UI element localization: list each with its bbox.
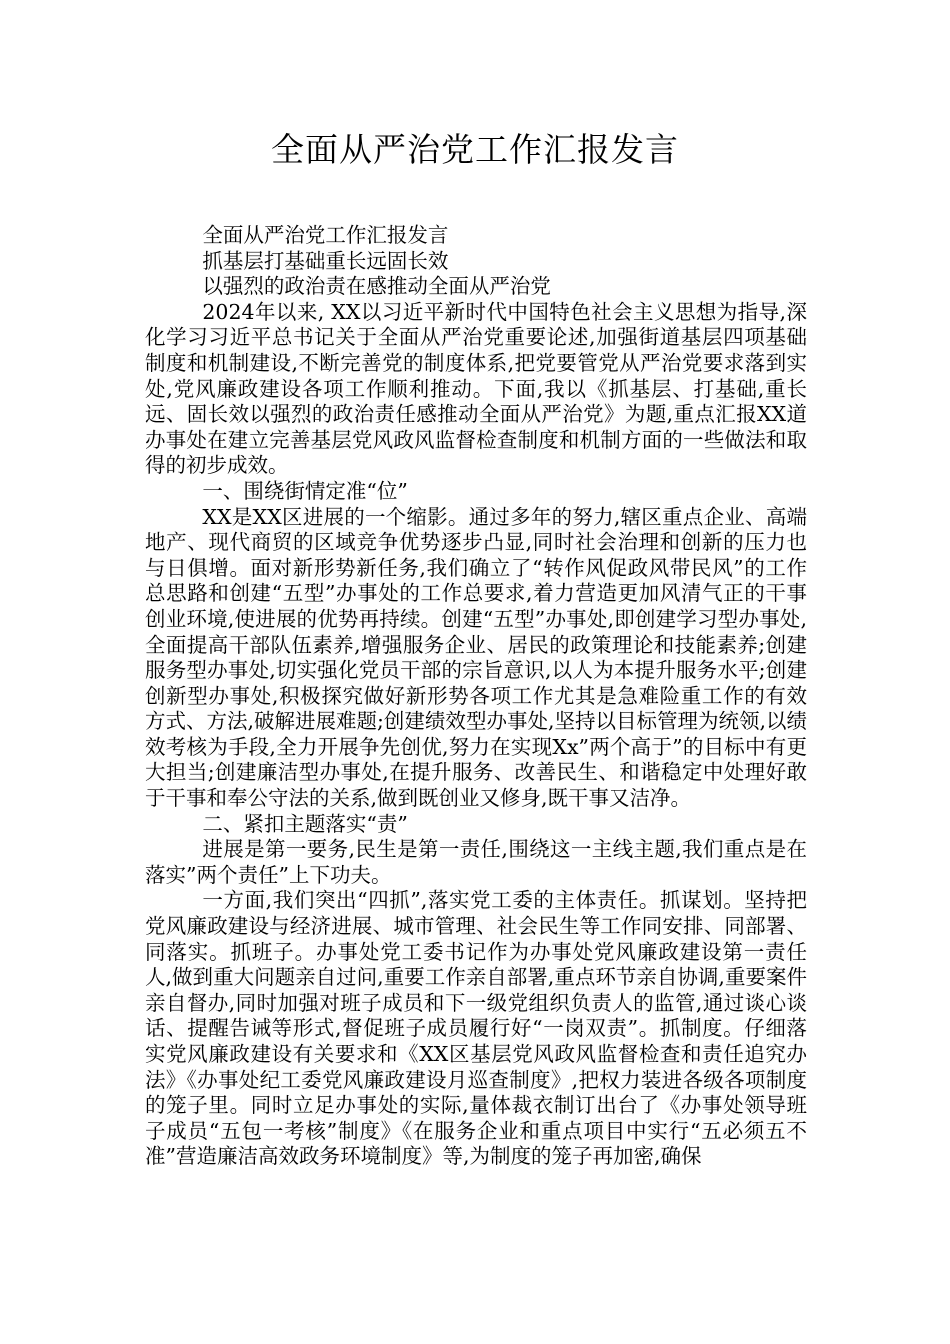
paragraph: XX是XX区进展的一个缩影。通过多年的努力,辖区重点企业、高端地产、现代商贸的区域竞争优势逐步凸显,同时社会治理和创新的压力也与日俱增。面对新形势新任务,我们确立了“转作风促政风带民风”的工作总思路和创建“五型”办事处的工作总要求,着力营造更加风清气正的干事创业环境,使进展的优势再持续。创建“五型”办事处,即创建学习型办事处,全面提高干部队伍素养,增强服务企业、居民的政策理论和技能素养;创建服务型办事处,切实强化党员干部的宗旨意识,以人为本提升服务水平;创建创新型办事处,积极探究做好新形势各项工作尤其是急难险重工作的有效方式、方法,破解进展难题;创建绩效型办事处,坚持以目标管理为统领,以绩效考核为手段,全力开展争先创优,努力在实现Xx”两个高于”的目标中有更大担当;创建廉洁型办事处,在提升服务、改善民生、和谐稳定中处理好敢于干事和奉公守法的关系,做到既创业又修身,既干事又洁净。 xyxy=(145,504,807,811)
paragraph: 进展是第一要务,民生是第一责任,围绕这一主线主题,我们重点是在落实”两个责任”上下功夫。 xyxy=(145,837,807,887)
paragraph: 一方面,我们突出“四抓”,落实党工委的主体责任。抓谋划。坚持把党风廉政建设与经济进展、城市管理、社会民生等工作同安排、同部署、同落实。抓班子。办事处党工委书记作为办事处党风廉政建设第一责任人,做到重大问题亲自过问,重要工作亲自部署,重点环节亲自协调,重要案件亲自督办,同时加强对班子成员和下一级党组织负责人的监管,通过谈心谈话、提醒告诫等形式,督促班子成员履行好“一岗双责”。抓制度。仔细落实党风廉政建设有关要求和《XX区基层党风政风监督检查和责任追究办法》《办事处纪工委党风廉政建设月巡查制度》,把权力装进各级各项制度的笼子里。同时立足办事处的实际,量体裁衣制订出台了《办事处领导班子成员“五包一考核”制度》《在服务企业和重点项目中实行“五必须五不准”营造廉洁高效政务环境制度》等,为制度的笼子再加密,确保 xyxy=(145,888,807,1169)
paragraph: 2024年以来, XX以习近平新时代中国特色社会主义思想为指导,深化学习习近平总书记关于全面从严治党重要论述,加强街道基层四项基础制度和机制建设,不断完善党的制度体系,把党要管党从严治党要求落到实处,党风廉政建设各项工作顺利推动。下面,我以《抓基层、打基础,重长远、固长效以强烈的政治责任感推动全面从严治党》为题,重点汇报XX道办事处在建立完善基层党风政风监督检查制度和机制方面的一些做法和取得的初步成效。 xyxy=(145,299,807,478)
section-heading: 二、紧扣主题落实“责” xyxy=(202,811,408,836)
paragraph: 全面从严治党工作汇报发言 xyxy=(202,223,449,247)
paragraph: 抓基层打基础重长远固长效 xyxy=(202,248,449,273)
document-title: 全面从严治党工作汇报发言 xyxy=(271,130,679,169)
section-heading: 一、围绕街情定准“位” xyxy=(202,478,408,503)
paragraph: 以强烈的政治责在感推动全面从严治党 xyxy=(202,274,551,299)
document-body xyxy=(145,223,807,1170)
